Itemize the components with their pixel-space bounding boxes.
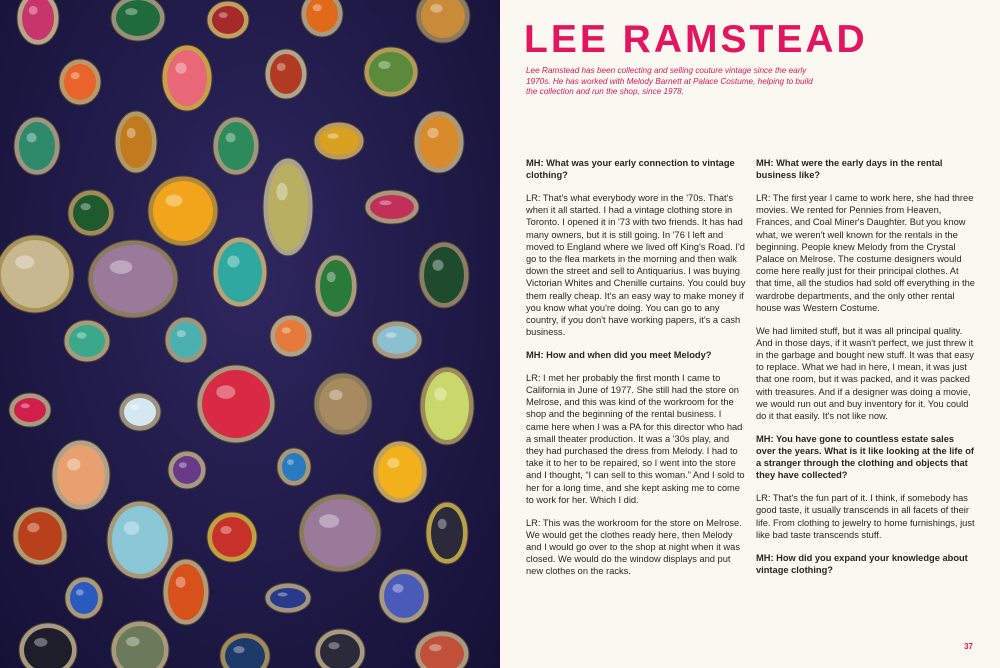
page-title: LEE RAMSTEAD (524, 18, 868, 61)
ring-image (416, 0, 470, 43)
ring-image (17, 0, 59, 45)
ring-image (107, 501, 173, 579)
ring-image (364, 47, 418, 97)
ring-image (9, 393, 51, 427)
ring-image (88, 240, 178, 318)
ring-image (373, 441, 427, 503)
ring-image (420, 367, 474, 445)
page-number: 37 (964, 642, 973, 651)
ring-image (314, 373, 372, 435)
interview-question: MH: How did you expand your knowledge about vintage clothing? (756, 552, 968, 575)
ring-image (265, 583, 311, 613)
interview-question: MH: What was your early connection to vintage clothing? (526, 158, 735, 181)
ring-image (277, 448, 311, 486)
intro-paragraph: Lee Ramstead has been collecting and selling couture vintage since the early 1970s. He has worked with Melody Barnett at Palace Costume, helping to build the collection and run the shop, since 1978. (526, 66, 813, 97)
interview-answer: LR: I met her probably the first month I came to California in June of 1977. She still had the store on Melrose, and this was kind of the workroom for the shop and the beginning of the rental business. I came here when I was a PA for this director who had a small theater production. It was a '30s play, and they had purchased the dress from Melody. I had to take it to her to be repaired, so I went into the store and I thought, “I can sell to this woman.” And I sold to her for a long time, and she kept asking me to come to work for her. Which I did. (526, 372, 745, 505)
ring-image (419, 242, 469, 308)
ring-image (163, 559, 209, 625)
ring-image (301, 0, 343, 37)
ring-image (59, 59, 101, 105)
interview-question: MH: How and when did you meet Melody? (526, 350, 712, 361)
ring-image (426, 502, 468, 564)
ring-image (19, 623, 77, 668)
ring-image (14, 117, 60, 175)
ring-image (213, 117, 259, 175)
ring-image (314, 122, 364, 160)
interview-answer: LR: This was the workroom for the store on Melrose. We would get the clothes ready here, then Melody and I would go over to the shop at night when it was closed. We would do the window displays and put new clothes on the racks. (526, 517, 742, 577)
ring-image (0, 235, 74, 313)
ring-image (162, 45, 212, 111)
ring-image (111, 621, 169, 668)
text-column-right (756, 157, 976, 587)
text-column-left (526, 157, 746, 588)
ring-image (365, 190, 419, 224)
ring-image (263, 158, 313, 256)
ring-image (119, 393, 161, 431)
interview-question: MH: You have gone to countless estate sales over the years. What is it like looking at the life of a stranger through the clothing and objects that they have collected? (756, 433, 975, 481)
interview-answer: LR: That's the fun part of it. I think, if somebody has good taste, it usually transcends in all facets of their life. From clothing to jewelry to home furnishings, just like bad taste transcends stuff. (756, 493, 975, 540)
ring-image (168, 451, 206, 489)
ring-image (197, 365, 275, 443)
ring-image (265, 49, 307, 99)
ring-image (220, 633, 270, 668)
ring-image (115, 111, 157, 173)
ring-image (415, 631, 469, 668)
ring-image (379, 569, 429, 623)
ring-image (65, 577, 103, 619)
ring-image (315, 255, 357, 317)
ring-image (414, 111, 464, 173)
ring-image (213, 237, 267, 307)
ring-image (13, 507, 67, 565)
text-page (500, 0, 1000, 668)
interview-answer: We had limited stuff, but it was all principal quality. And in those days, if it wasn't perfect, we just threw it in the garbage and bought new stuff. It was that easy to replace. What we had in here, I mean, it was just that one room, but it was packed, and it was packed with treasures. And if a designer was doing a movie, we would run out and buy inventory for it. You could do it that easily. It's not like now. (756, 325, 974, 422)
ring-image (299, 494, 381, 572)
ring-image (315, 629, 365, 668)
ring-image (148, 176, 218, 246)
interview-answer: LR: The first year I came to work here, she had three movies. We rented for Pennies from Heaven, Frances, and Coal Miner's Daughter. But you know what, we weren't well known for the rentals in the beginning. People knew Melody from the Crystal Palace on Melrose. The costume designers would come here really just for their principal clothes. At that time, all the studios had sold off everything in the wardrobe departments, and the only other rental house was Western Costume. (756, 193, 975, 313)
ring-image (165, 317, 207, 363)
ring-image (52, 440, 110, 510)
interview-question: MH: What were the early days in the rental business like? (756, 158, 943, 181)
ring-image (64, 320, 110, 362)
ring-image (68, 190, 114, 236)
ring-image (111, 0, 165, 41)
ring-image (207, 512, 257, 562)
interview-answer: LR: That's what everybody wore in the '70s. That's when it all started. I had a vintage clothing store in Toronto. I opened it in '73 with two friends. It has had many owners, but it is still going. In '76 I left and moved to England where we lived off King's Road. I'd go to the flea markets in the morning and then walk down the street and sell to Antiquarius. I was buying Victorian Whites and Chenille curtains. You could buy them really cheap. It's an easy way to make money if you know what you're doing. You can go to any country, if you don't have working papers, it's a cash business. (526, 193, 746, 338)
ring-image (270, 315, 312, 357)
ring-image (207, 1, 249, 39)
ring-image (372, 321, 422, 359)
